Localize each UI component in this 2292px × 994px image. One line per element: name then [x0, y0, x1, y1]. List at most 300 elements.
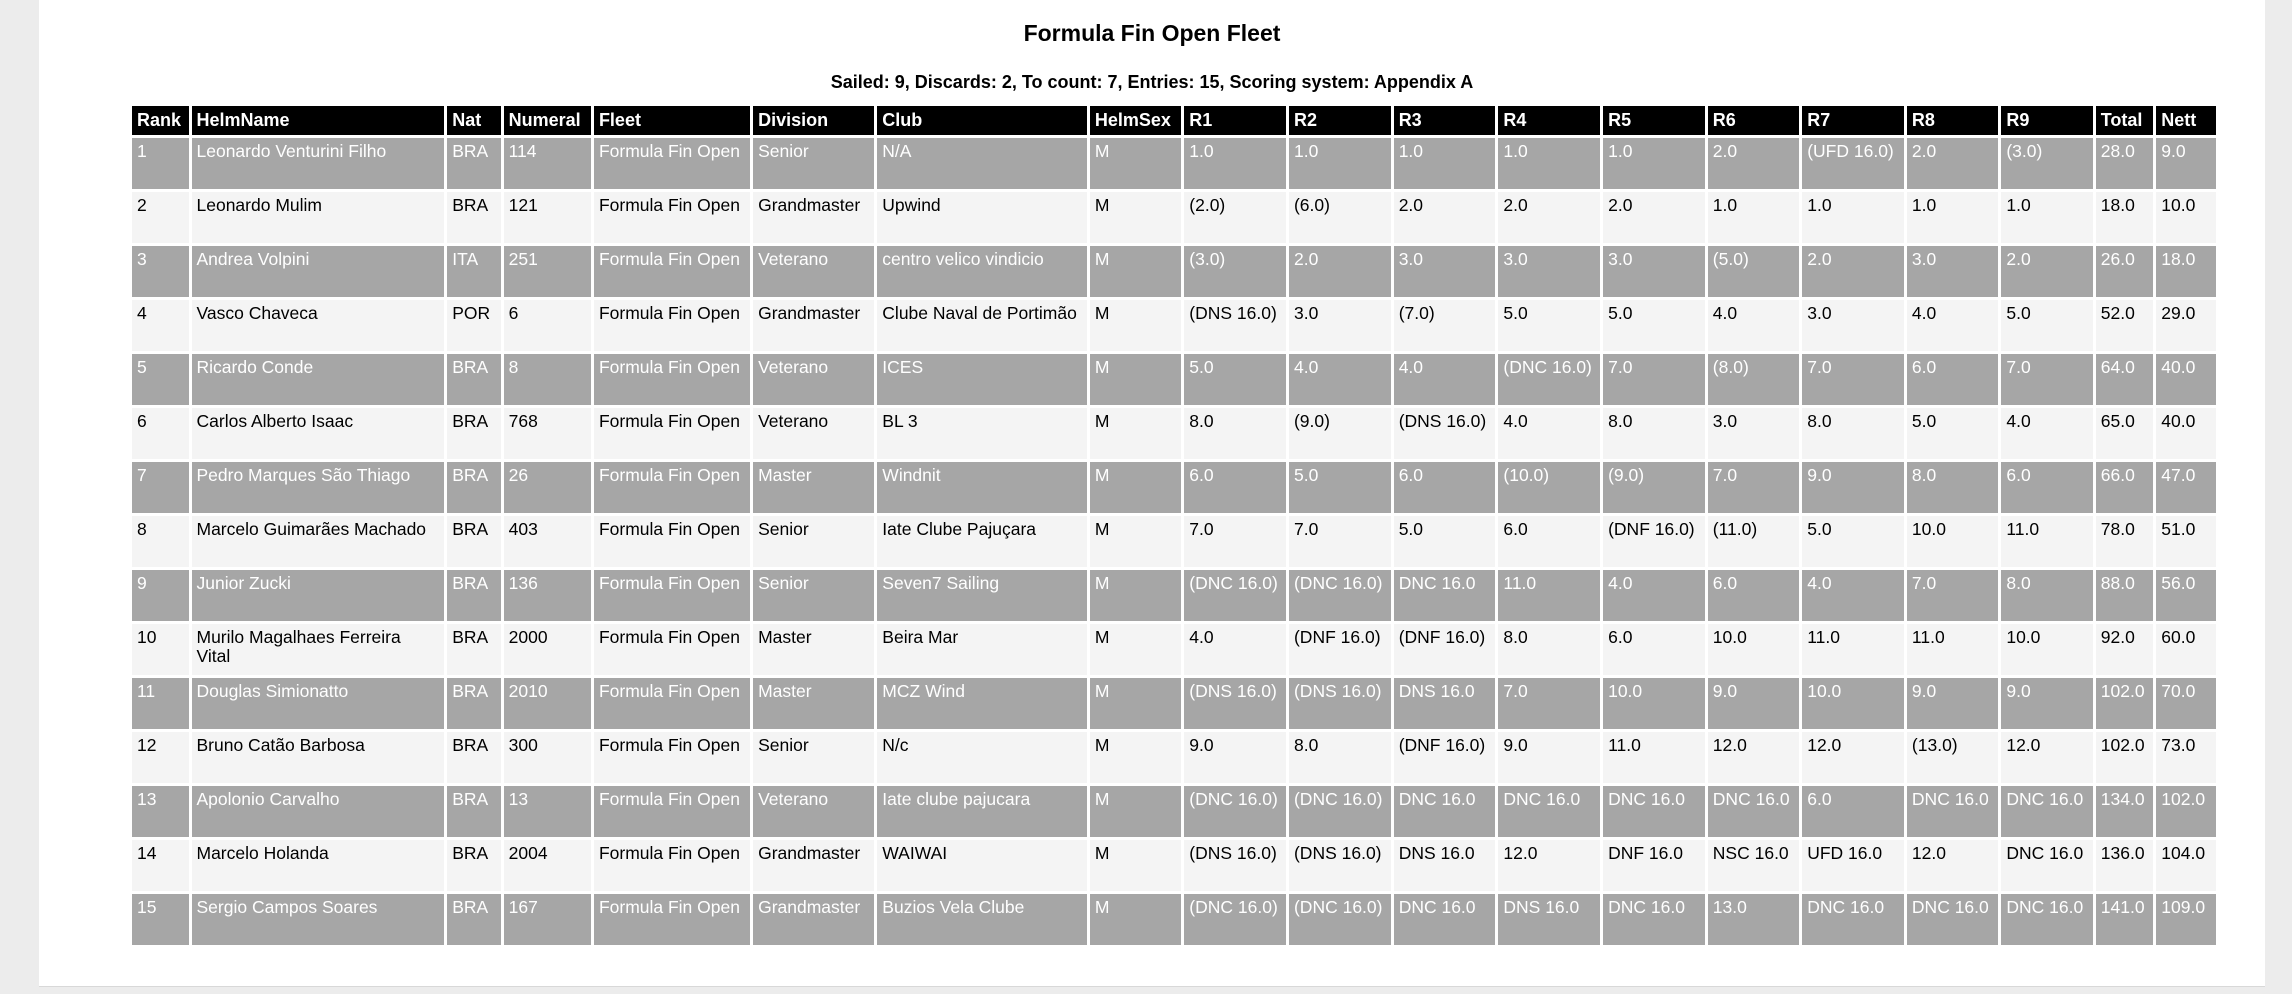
cell-r1: 9.0 — [1184, 732, 1286, 783]
cell-r7: 6.0 — [1802, 786, 1904, 837]
cell-club: Buzios Vela Clube — [877, 894, 1087, 945]
cell-nat: BRA — [447, 732, 500, 783]
cell-club: MCZ Wind — [877, 678, 1087, 729]
cell-r9: 5.0 — [2001, 300, 2092, 351]
cell-r5: 3.0 — [1603, 246, 1705, 297]
column-header-division: Division — [753, 106, 874, 135]
cell-r9: 7.0 — [2001, 354, 2092, 405]
cell-club: Iate clube pajucara — [877, 786, 1087, 837]
cell-division: Grandmaster — [753, 840, 874, 891]
cell-total: 141.0 — [2096, 894, 2154, 945]
cell-fleet: Formula Fin Open — [594, 840, 750, 891]
cell-r9: (3.0) — [2001, 138, 2092, 189]
cell-rank: 15 — [132, 894, 189, 945]
cell-fleet: Formula Fin Open — [594, 624, 750, 675]
cell-numeral: 768 — [504, 408, 591, 459]
column-header-nat: Nat — [447, 106, 500, 135]
cell-nett: 29.0 — [2156, 300, 2216, 351]
cell-r4: 5.0 — [1498, 300, 1600, 351]
cell-r8: DNC 16.0 — [1907, 894, 1998, 945]
cell-r3: (DNF 16.0) — [1394, 732, 1496, 783]
cell-fleet: Formula Fin Open — [594, 300, 750, 351]
cell-r3: DNC 16.0 — [1394, 570, 1496, 621]
cell-division: Grandmaster — [753, 192, 874, 243]
cell-fleet: Formula Fin Open — [594, 894, 750, 945]
cell-numeral: 2000 — [504, 624, 591, 675]
cell-r2: 5.0 — [1289, 462, 1391, 513]
cell-division: Senior — [753, 138, 874, 189]
cell-numeral: 13 — [504, 786, 591, 837]
cell-r1: (DNC 16.0) — [1184, 894, 1286, 945]
table-row — [132, 678, 2216, 729]
cell-r5: 7.0 — [1603, 354, 1705, 405]
cell-club: Iate Clube Pajuçara — [877, 516, 1087, 567]
cell-r2: 1.0 — [1289, 138, 1391, 189]
cell-r2: (DNF 16.0) — [1289, 624, 1391, 675]
cell-r6: (11.0) — [1708, 516, 1799, 567]
cell-r2: (DNS 16.0) — [1289, 678, 1391, 729]
cell-nat: POR — [447, 300, 500, 351]
cell-nett: 60.0 — [2156, 624, 2216, 675]
cell-helmsex: M — [1090, 192, 1181, 243]
cell-nett: 10.0 — [2156, 192, 2216, 243]
cell-r9: 10.0 — [2001, 624, 2092, 675]
cell-club: Beira Mar — [877, 624, 1087, 675]
cell-r6: 4.0 — [1708, 300, 1799, 351]
cell-r1: (DNS 16.0) — [1184, 840, 1286, 891]
cell-rank: 1 — [132, 138, 189, 189]
cell-r3: (7.0) — [1394, 300, 1496, 351]
cell-r3: 2.0 — [1394, 192, 1496, 243]
cell-r5: 10.0 — [1603, 678, 1705, 729]
table-row — [132, 516, 2216, 567]
cell-r4: 11.0 — [1498, 570, 1600, 621]
cell-nett: 73.0 — [2156, 732, 2216, 783]
cell-r1: 1.0 — [1184, 138, 1286, 189]
cell-rank: 13 — [132, 786, 189, 837]
cell-rank: 12 — [132, 732, 189, 783]
cell-r6: 3.0 — [1708, 408, 1799, 459]
cell-helmsex: M — [1090, 624, 1181, 675]
cell-total: 102.0 — [2096, 732, 2154, 783]
cell-nett: 109.0 — [2156, 894, 2216, 945]
cell-r9: DNC 16.0 — [2001, 840, 2092, 891]
cell-fleet: Formula Fin Open — [594, 570, 750, 621]
cell-numeral: 8 — [504, 354, 591, 405]
cell-helmname: Sergio Campos Soares — [192, 894, 445, 945]
cell-fleet: Formula Fin Open — [594, 786, 750, 837]
cell-helmname: Junior Zucki — [192, 570, 445, 621]
cell-r8: 8.0 — [1907, 462, 1998, 513]
cell-r2: 2.0 — [1289, 246, 1391, 297]
cell-nat: BRA — [447, 408, 500, 459]
cell-r6: (5.0) — [1708, 246, 1799, 297]
cell-club: centro velico vindicio — [877, 246, 1087, 297]
cell-helmname: Apolonio Carvalho — [192, 786, 445, 837]
cell-r5: 2.0 — [1603, 192, 1705, 243]
cell-r2: (DNC 16.0) — [1289, 894, 1391, 945]
table-row — [132, 462, 2216, 513]
cell-r7: 1.0 — [1802, 192, 1904, 243]
cell-helmsex: M — [1090, 300, 1181, 351]
cell-r9: 9.0 — [2001, 678, 2092, 729]
cell-r5: 4.0 — [1603, 570, 1705, 621]
cell-numeral: 167 — [504, 894, 591, 945]
cell-helmsex: M — [1090, 354, 1181, 405]
cell-helmname: Marcelo Holanda — [192, 840, 445, 891]
cell-fleet: Formula Fin Open — [594, 732, 750, 783]
cell-helmname: Bruno Catão Barbosa — [192, 732, 445, 783]
cell-club: ICES — [877, 354, 1087, 405]
cell-r6: 12.0 — [1708, 732, 1799, 783]
cell-r4: DNC 16.0 — [1498, 786, 1600, 837]
cell-division: Grandmaster — [753, 300, 874, 351]
cell-r8: 9.0 — [1907, 678, 1998, 729]
column-header-total: Total — [2096, 106, 2154, 135]
cell-division: Master — [753, 678, 874, 729]
cell-r7: 2.0 — [1802, 246, 1904, 297]
cell-rank: 14 — [132, 840, 189, 891]
cell-club: WAIWAI — [877, 840, 1087, 891]
cell-r6: 9.0 — [1708, 678, 1799, 729]
cell-r4: (10.0) — [1498, 462, 1600, 513]
cell-nett: 56.0 — [2156, 570, 2216, 621]
column-header-r6: R6 — [1708, 106, 1799, 135]
cell-r8: 4.0 — [1907, 300, 1998, 351]
cell-r1: (DNC 16.0) — [1184, 570, 1286, 621]
cell-total: 78.0 — [2096, 516, 2154, 567]
cell-r9: DNC 16.0 — [2001, 894, 2092, 945]
cell-r5: 6.0 — [1603, 624, 1705, 675]
cell-helmsex: M — [1090, 678, 1181, 729]
cell-helmsex: M — [1090, 408, 1181, 459]
cell-helmsex: M — [1090, 462, 1181, 513]
cell-club: Clube Naval de Portimão — [877, 300, 1087, 351]
cell-r4: 12.0 — [1498, 840, 1600, 891]
cell-r3: 4.0 — [1394, 354, 1496, 405]
cell-r5: DNC 16.0 — [1603, 786, 1705, 837]
cell-nat: BRA — [447, 786, 500, 837]
cell-division: Veterano — [753, 354, 874, 405]
cell-fleet: Formula Fin Open — [594, 138, 750, 189]
table-row — [132, 192, 2216, 243]
cell-r7: 8.0 — [1802, 408, 1904, 459]
cell-helmname: Ricardo Conde — [192, 354, 445, 405]
column-header-nett: Nett — [2156, 106, 2216, 135]
cell-helmname: Vasco Chaveca — [192, 300, 445, 351]
cell-r9: 8.0 — [2001, 570, 2092, 621]
results-table — [129, 103, 2219, 948]
cell-r1: 8.0 — [1184, 408, 1286, 459]
cell-division: Grandmaster — [753, 894, 874, 945]
column-header-helmsex: HelmSex — [1090, 106, 1181, 135]
column-header-helmname: HelmName — [192, 106, 445, 135]
cell-r8: 12.0 — [1907, 840, 1998, 891]
cell-nat: BRA — [447, 192, 500, 243]
cell-r8: 2.0 — [1907, 138, 1998, 189]
series-summary: Sailed: 9, Discards: 2, To count: 7, Entries: 15, Scoring system: Appendix A — [830, 72, 1474, 92]
cell-helmname: Andrea Volpini — [192, 246, 445, 297]
cell-total: 52.0 — [2096, 300, 2154, 351]
cell-numeral: 26 — [504, 462, 591, 513]
cell-r9: 12.0 — [2001, 732, 2092, 783]
cell-rank: 2 — [132, 192, 189, 243]
cell-rank: 3 — [132, 246, 189, 297]
cell-fleet: Formula Fin Open — [594, 246, 750, 297]
cell-r3: 5.0 — [1394, 516, 1496, 567]
table-row — [132, 300, 2216, 351]
cell-numeral: 136 — [504, 570, 591, 621]
cell-r4: 3.0 — [1498, 246, 1600, 297]
cell-r7: DNC 16.0 — [1802, 894, 1904, 945]
table-row — [132, 354, 2216, 405]
cell-r2: (DNC 16.0) — [1289, 570, 1391, 621]
cell-r4: (DNC 16.0) — [1498, 354, 1600, 405]
cell-nett: 9.0 — [2156, 138, 2216, 189]
cell-r4: 7.0 — [1498, 678, 1600, 729]
column-header-numeral: Numeral — [504, 106, 591, 135]
cell-r4: 4.0 — [1498, 408, 1600, 459]
cell-nett: 102.0 — [2156, 786, 2216, 837]
cell-r5: (9.0) — [1603, 462, 1705, 513]
table-row — [132, 732, 2216, 783]
cell-club: Windnit — [877, 462, 1087, 513]
cell-helmname: Marcelo Guimarães Machado — [192, 516, 445, 567]
cell-r3: (DNS 16.0) — [1394, 408, 1496, 459]
cell-r6: 13.0 — [1708, 894, 1799, 945]
cell-rank: 9 — [132, 570, 189, 621]
column-header-r8: R8 — [1907, 106, 1998, 135]
cell-r6: 7.0 — [1708, 462, 1799, 513]
cell-helmsex: M — [1090, 786, 1181, 837]
cell-rank: 7 — [132, 462, 189, 513]
cell-helmsex: M — [1090, 732, 1181, 783]
cell-nett: 51.0 — [2156, 516, 2216, 567]
column-header-r5: R5 — [1603, 106, 1705, 135]
cell-r9: DNC 16.0 — [2001, 786, 2092, 837]
cell-numeral: 300 — [504, 732, 591, 783]
cell-total: 65.0 — [2096, 408, 2154, 459]
cell-r7: 3.0 — [1802, 300, 1904, 351]
cell-helmsex: M — [1090, 246, 1181, 297]
cell-club: Upwind — [877, 192, 1087, 243]
cell-helmname: Douglas Simionatto — [192, 678, 445, 729]
cell-nat: BRA — [447, 462, 500, 513]
cell-total: 26.0 — [2096, 246, 2154, 297]
cell-r5: DNC 16.0 — [1603, 894, 1705, 945]
cell-r2: (9.0) — [1289, 408, 1391, 459]
cell-r2: 7.0 — [1289, 516, 1391, 567]
cell-r5: (DNF 16.0) — [1603, 516, 1705, 567]
cell-nat: BRA — [447, 138, 500, 189]
cell-r1: 4.0 — [1184, 624, 1286, 675]
cell-r7: 10.0 — [1802, 678, 1904, 729]
cell-rank: 5 — [132, 354, 189, 405]
cell-r6: DNC 16.0 — [1708, 786, 1799, 837]
cell-r4: DNS 16.0 — [1498, 894, 1600, 945]
cell-r3: 6.0 — [1394, 462, 1496, 513]
cell-fleet: Formula Fin Open — [594, 408, 750, 459]
cell-nat: BRA — [447, 354, 500, 405]
cell-r7: 9.0 — [1802, 462, 1904, 513]
cell-total: 66.0 — [2096, 462, 2154, 513]
cell-r4: 6.0 — [1498, 516, 1600, 567]
cell-r4: 1.0 — [1498, 138, 1600, 189]
cell-r6: 6.0 — [1708, 570, 1799, 621]
cell-r7: (UFD 16.0) — [1802, 138, 1904, 189]
cell-r5: 11.0 — [1603, 732, 1705, 783]
table-row — [132, 786, 2216, 837]
cell-division: Master — [753, 462, 874, 513]
cell-numeral: 121 — [504, 192, 591, 243]
cell-rank: 10 — [132, 624, 189, 675]
cell-r7: 12.0 — [1802, 732, 1904, 783]
cell-r8: 1.0 — [1907, 192, 1998, 243]
cell-r6: NSC 16.0 — [1708, 840, 1799, 891]
results-body — [132, 138, 2216, 945]
cell-helmsex: M — [1090, 138, 1181, 189]
table-row — [132, 840, 2216, 891]
cell-r5: 8.0 — [1603, 408, 1705, 459]
cell-r8: 7.0 — [1907, 570, 1998, 621]
cell-r4: 2.0 — [1498, 192, 1600, 243]
table-row — [132, 894, 2216, 945]
cell-r7: 5.0 — [1802, 516, 1904, 567]
cell-nat: BRA — [447, 624, 500, 675]
cell-total: 102.0 — [2096, 678, 2154, 729]
column-header-fleet: Fleet — [594, 106, 750, 135]
cell-r8: 3.0 — [1907, 246, 1998, 297]
cell-total: 64.0 — [2096, 354, 2154, 405]
cell-nett: 40.0 — [2156, 408, 2216, 459]
cell-r2: 3.0 — [1289, 300, 1391, 351]
header-row — [132, 106, 2216, 135]
cell-rank: 11 — [132, 678, 189, 729]
cell-total: 134.0 — [2096, 786, 2154, 837]
cell-nett: 70.0 — [2156, 678, 2216, 729]
cell-r1: (DNS 16.0) — [1184, 678, 1286, 729]
cell-r3: 3.0 — [1394, 246, 1496, 297]
cell-r3: DNC 16.0 — [1394, 786, 1496, 837]
cell-r2: (DNS 16.0) — [1289, 840, 1391, 891]
cell-r1: (2.0) — [1184, 192, 1286, 243]
cell-r4: 9.0 — [1498, 732, 1600, 783]
cell-nat: BRA — [447, 678, 500, 729]
cell-club: N/A — [877, 138, 1087, 189]
cell-nat: BRA — [447, 840, 500, 891]
cell-club: Seven7 Sailing — [877, 570, 1087, 621]
cell-r8: (13.0) — [1907, 732, 1998, 783]
cell-division: Senior — [753, 570, 874, 621]
cell-club: N/c — [877, 732, 1087, 783]
cell-r9: 11.0 — [2001, 516, 2092, 567]
cell-total: 92.0 — [2096, 624, 2154, 675]
cell-r7: 4.0 — [1802, 570, 1904, 621]
cell-r1: (3.0) — [1184, 246, 1286, 297]
cell-r6: (8.0) — [1708, 354, 1799, 405]
cell-r5: 5.0 — [1603, 300, 1705, 351]
cell-r1: 5.0 — [1184, 354, 1286, 405]
cell-helmsex: M — [1090, 516, 1181, 567]
cell-r9: 1.0 — [2001, 192, 2092, 243]
page-title: Formula Fin Open Fleet — [1023, 20, 1281, 46]
cell-total: 18.0 — [2096, 192, 2154, 243]
cell-helmname: Carlos Alberto Isaac — [192, 408, 445, 459]
cell-nat: BRA — [447, 570, 500, 621]
cell-r1: (DNC 16.0) — [1184, 786, 1286, 837]
cell-nat: BRA — [447, 894, 500, 945]
cell-r5: 1.0 — [1603, 138, 1705, 189]
cell-division: Veterano — [753, 246, 874, 297]
column-header-r4: R4 — [1498, 106, 1600, 135]
table-row — [132, 570, 2216, 621]
cell-r8: 11.0 — [1907, 624, 1998, 675]
cell-r7: UFD 16.0 — [1802, 840, 1904, 891]
cell-r2: (DNC 16.0) — [1289, 786, 1391, 837]
cell-rank: 4 — [132, 300, 189, 351]
cell-division: Veterano — [753, 786, 874, 837]
results-page — [39, 0, 2265, 987]
cell-numeral: 2004 — [504, 840, 591, 891]
column-header-rank: Rank — [132, 106, 189, 135]
cell-r3: DNC 16.0 — [1394, 894, 1496, 945]
cell-r7: 7.0 — [1802, 354, 1904, 405]
cell-numeral: 403 — [504, 516, 591, 567]
cell-r3: 1.0 — [1394, 138, 1496, 189]
cell-r3: DNS 16.0 — [1394, 678, 1496, 729]
cell-r1: (DNS 16.0) — [1184, 300, 1286, 351]
cell-r2: (6.0) — [1289, 192, 1391, 243]
cell-r8: 10.0 — [1907, 516, 1998, 567]
cell-r7: 11.0 — [1802, 624, 1904, 675]
cell-total: 28.0 — [2096, 138, 2154, 189]
cell-r9: 4.0 — [2001, 408, 2092, 459]
cell-helmname: Leonardo Mulim — [192, 192, 445, 243]
cell-r2: 8.0 — [1289, 732, 1391, 783]
table-row — [132, 246, 2216, 297]
cell-r5: DNF 16.0 — [1603, 840, 1705, 891]
cell-r6: 1.0 — [1708, 192, 1799, 243]
cell-r8: DNC 16.0 — [1907, 786, 1998, 837]
cell-numeral: 2010 — [504, 678, 591, 729]
cell-r6: 2.0 — [1708, 138, 1799, 189]
cell-r1: 6.0 — [1184, 462, 1286, 513]
cell-r9: 6.0 — [2001, 462, 2092, 513]
cell-rank: 6 — [132, 408, 189, 459]
cell-fleet: Formula Fin Open — [594, 678, 750, 729]
cell-nat: BRA — [447, 516, 500, 567]
column-header-club: Club — [877, 106, 1087, 135]
column-header-r3: R3 — [1394, 106, 1496, 135]
cell-total: 88.0 — [2096, 570, 2154, 621]
cell-r1: 7.0 — [1184, 516, 1286, 567]
cell-r4: 8.0 — [1498, 624, 1600, 675]
table-row — [132, 138, 2216, 189]
cell-division: Master — [753, 624, 874, 675]
table-row — [132, 408, 2216, 459]
column-header-r9: R9 — [2001, 106, 2092, 135]
cell-nett: 40.0 — [2156, 354, 2216, 405]
cell-r8: 5.0 — [1907, 408, 1998, 459]
cell-r6: 10.0 — [1708, 624, 1799, 675]
cell-fleet: Formula Fin Open — [594, 462, 750, 513]
column-header-r7: R7 — [1802, 106, 1904, 135]
cell-numeral: 251 — [504, 246, 591, 297]
cell-r2: 4.0 — [1289, 354, 1391, 405]
cell-r3: DNS 16.0 — [1394, 840, 1496, 891]
cell-helmname: Pedro Marques São Thiago — [192, 462, 445, 513]
table-row — [132, 624, 2216, 675]
